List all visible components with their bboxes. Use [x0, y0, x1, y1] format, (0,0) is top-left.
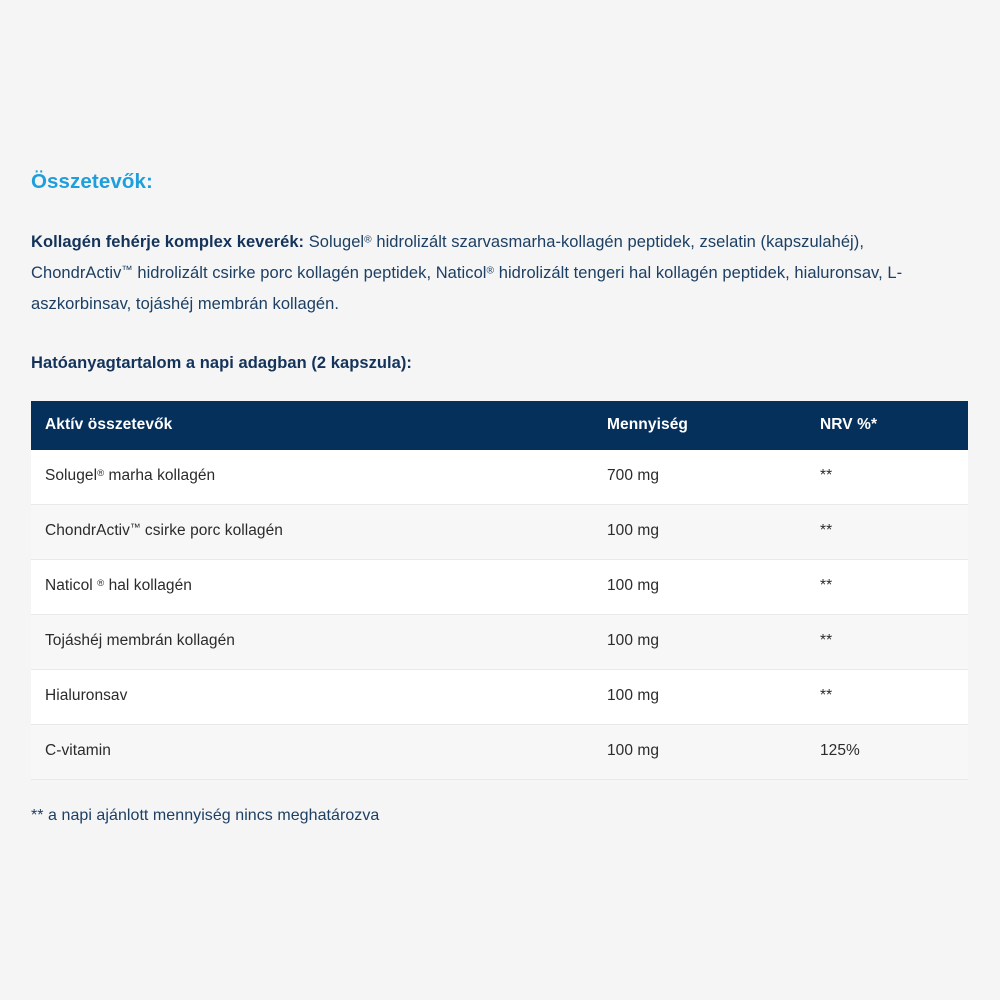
table-header-row: [31, 401, 968, 451]
column-header-active-ingredients: Aktív összetevők: [31, 401, 606, 451]
ingredients-description-lead: Kollagén fehérje komplex keverék:: [31, 232, 305, 251]
cell-quantity: 100 mg: [606, 505, 811, 560]
ingredients-description-part-2: hidrolizált szarvasmarha-kollagén peptidek, zselatin (kapszulahéj), ChondrActiv: [31, 232, 864, 282]
ingredient-name-text: Solugel: [45, 467, 98, 485]
table-row: [31, 560, 968, 615]
content-container: [31, 170, 969, 825]
cell-quantity: 100 mg: [606, 724, 811, 779]
table-footnote: ** a napi ajánlott mennyiség nincs meghatározva: [31, 806, 380, 824]
cell-nrv: **: [811, 505, 968, 560]
cell-nrv: **: [811, 614, 968, 669]
registered-trademark-icon: ®: [364, 234, 372, 246]
cell-quantity: 100 mg: [606, 560, 811, 615]
ingredient-name-text: Naticol: [45, 577, 98, 595]
registered-trademark-icon: ®: [97, 578, 105, 589]
table-header: [31, 401, 968, 451]
cell-nrv: 125%: [811, 724, 968, 779]
ingredient-name-suffix: marha kollagén: [104, 467, 216, 485]
ingredient-name-suffix: csirke porc kollagén: [140, 522, 283, 540]
registered-trademark-icon: ®: [486, 265, 495, 277]
table-row: [31, 505, 968, 560]
page-title: Összetevők:: [31, 170, 153, 193]
table-row: [31, 724, 968, 779]
daily-dose-subheading: Hatóanyagtartalom a napi adagban (2 kapszula):: [31, 353, 412, 372]
cell-nrv: **: [811, 669, 968, 724]
cell-ingredient-name: [31, 560, 606, 615]
trademark-icon: ™: [121, 264, 133, 277]
ingredient-name-text: Hialuronsav: [45, 686, 128, 704]
cell-ingredient-name: [31, 669, 606, 724]
ingredients-description-part-4: hidrolizált tengeri hal kollagén peptidek, hialuronsav, L-aszkorbinsav, tojáshéj membrán kollagén.: [31, 263, 903, 313]
ingredients-description-part-1: Solugel: [304, 232, 365, 251]
ingredient-name-suffix: hal kollagén: [104, 577, 192, 595]
cell-nrv: **: [811, 560, 968, 615]
cell-quantity: 100 mg: [606, 614, 811, 669]
ingredients-description-part-3: hidrolizált csirke porc kollagén peptidek, Naticol: [132, 263, 487, 282]
cell-quantity: 100 mg: [606, 669, 811, 724]
cell-ingredient-name: [31, 505, 606, 560]
registered-trademark-icon: ®: [97, 468, 105, 480]
ingredient-name-text: ChondrActiv: [45, 522, 130, 540]
active-ingredients-table: [31, 401, 968, 780]
column-header-quantity: Mennyiség: [606, 401, 811, 451]
trademark-icon: ™: [129, 521, 141, 534]
cell-ingredient-name: [31, 450, 606, 504]
cell-quantity: 700 mg: [606, 450, 811, 504]
cell-ingredient-name: [31, 724, 606, 779]
table-body: [31, 450, 968, 779]
column-header-nrv: NRV %*: [811, 401, 968, 451]
table-row: [31, 669, 968, 724]
table-row: [31, 614, 968, 669]
ingredient-name-text: Tojáshéj membrán kollagén: [45, 631, 235, 649]
cell-ingredient-name: [31, 614, 606, 669]
cell-nrv: **: [811, 450, 968, 504]
ingredient-name-text: C-vitamin: [45, 741, 111, 759]
ingredients-description: [31, 227, 911, 320]
table-row: [31, 450, 968, 504]
